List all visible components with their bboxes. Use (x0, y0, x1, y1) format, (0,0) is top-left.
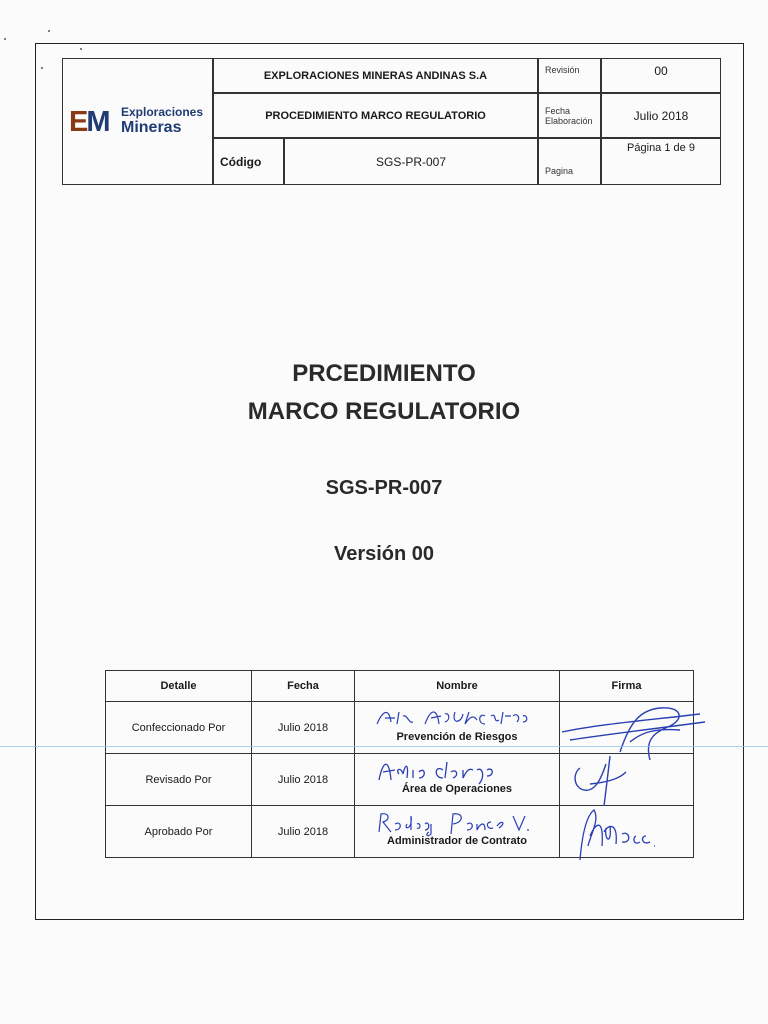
firma-cell (560, 754, 694, 806)
firma-cell (560, 806, 694, 858)
fecha-cell: Julio 2018 (252, 754, 355, 806)
table-row (106, 754, 694, 806)
logo-word-exploraciones: Exploraciones (121, 105, 204, 119)
document-header (62, 58, 721, 185)
document-code: SGS-PR-007 (325, 477, 443, 499)
document-title-line2: MARCO REGULATORIO (247, 398, 521, 425)
document-title-line1: PRCEDIMIENTO (292, 360, 476, 387)
header-detalle: Detalle (106, 671, 252, 702)
fecha-label-line1: Fecha (545, 105, 571, 116)
handwritten-name-signature (373, 808, 543, 838)
fecha-label (538, 93, 601, 138)
handwritten-name-signature (373, 704, 543, 734)
logo-cell (62, 58, 213, 185)
firma-signature-2 (560, 754, 690, 806)
firma-signature-3 (560, 806, 693, 864)
pagina-value: Página 1 de 9 (601, 138, 721, 185)
nombre-cell (355, 754, 560, 806)
fecha-label-line2: Elaboración (545, 115, 593, 126)
nombre-cell (355, 806, 560, 858)
document-version: Versión 00 (333, 543, 435, 565)
codigo-value: SGS-PR-007 (284, 138, 538, 185)
nombre-role: Prevención de Riesgos (396, 731, 518, 743)
logo-monogram: EM (69, 106, 109, 138)
scan-speck (48, 30, 50, 32)
header-fecha: Fecha (252, 671, 355, 702)
pagina-label: Pagina (538, 138, 601, 185)
table-row (106, 806, 694, 858)
header-firma: Firma (560, 671, 694, 702)
revision-value: 00 (601, 58, 721, 93)
scan-line (0, 746, 768, 747)
detalle-cell: Aprobado Por (106, 806, 252, 858)
logo-word-mineras: Mineras (121, 119, 182, 136)
detalle-cell: Revisado Por (106, 754, 252, 806)
fecha-cell: Julio 2018 (252, 806, 355, 858)
codigo-label: Código (213, 138, 284, 185)
scan-speck (4, 38, 6, 40)
fecha-value: Julio 2018 (601, 93, 721, 138)
handwritten-name-signature (373, 756, 543, 786)
nombre-role: Área de Operaciones (401, 783, 513, 795)
company-logo (69, 105, 209, 139)
detalle-cell: Confeccionado Por (106, 702, 252, 754)
revision-label: Revisión (538, 58, 601, 93)
nombre-role: Administrador de Contrato (387, 835, 527, 847)
procedure-name: PROCEDIMIENTO MARCO REGULATORIO (213, 93, 538, 138)
approvals-header-row (106, 671, 694, 702)
header-nombre: Nombre (355, 671, 560, 702)
approvals-table (105, 670, 694, 858)
company-name: EXPLORACIONES MINERAS ANDINAS S.A (213, 58, 538, 93)
fecha-cell: Julio 2018 (252, 702, 355, 754)
